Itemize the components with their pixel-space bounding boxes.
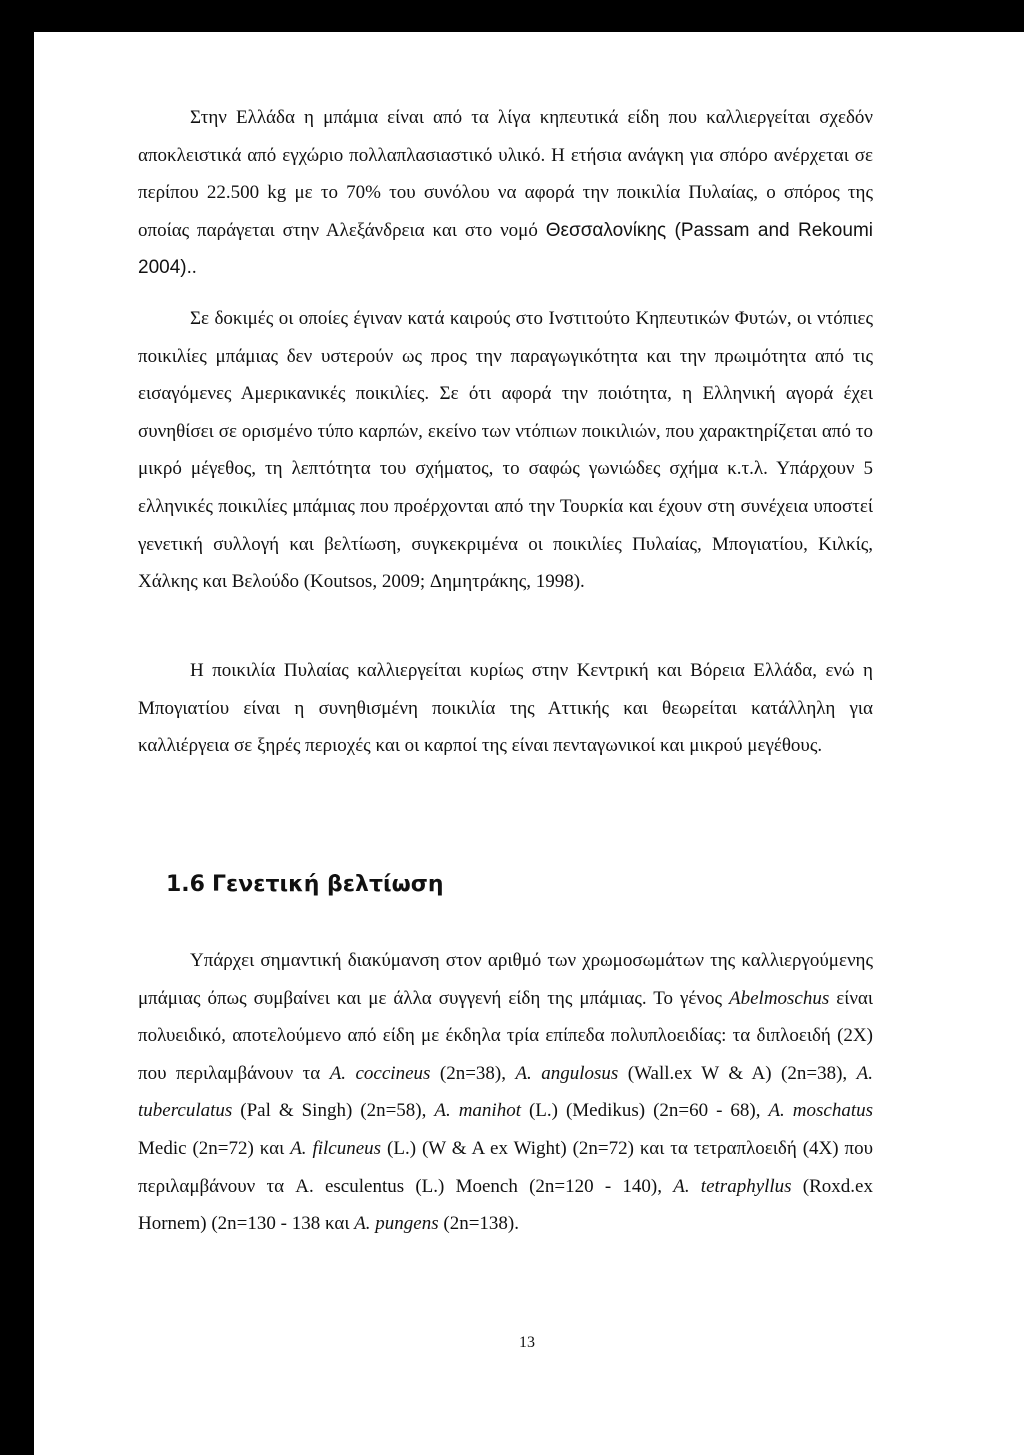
p4-text-9: (Roxd.ex Hornem) (2n=130 - 138 και xyxy=(138,1175,873,1235)
p4-text-5: (Pal & Singh) (2n=58), xyxy=(232,1100,435,1122)
paragraph-2: Σε δοκιμές οι οποίες έγιναν κατά καιρούς στο Ινστιτούτο Κηπευτικών Φυτών, οι ντόπιες ποικιλίες μπάμιας δεν υστερούν ως προς την παραγωγικότητα και την πρωιμότητα από τις εισαγόμενες Αμερικανικές ποικιλίες. Σε ότι αφορά την ποιότητα, η Ελληνική αγορά έχει συνηθίσει σε ορισμένο τύπο καρπών, εκείνο των ντόπιων ποικιλιών, που χαρακτηρίζεται από το μικρό μέγεθος, τη λεπτότητα του σχήματος, το σαφώς γωνιώδες σχήμα κ.τ.λ. Υπάρχουν 5 ελληνικές ποικιλίες μπάμιας που προέρχονται από την Τουρκία και έχουν στη συνέχεια υποστεί γενετική συλλογή και βελτίωση, συγκεκριμένα οι ποικιλίες Πυλαίας, Μπογιατίου, Κιλκίς, Χάλκης και Βελούδο (Koutsos, 2009; Δημητράκης, 1998). xyxy=(138,308,873,593)
margin-bar xyxy=(30,32,34,1455)
p4-species-tuberculatus: A. tuberculatus xyxy=(138,1062,873,1122)
paragraph-1-citation: Θεσσαλονίκης (Passam and Rekoumi 2004). xyxy=(138,219,873,279)
p4-text-2: είναι πολυειδικό, αποτελούμενο από είδη με έκδηλα τρία επίπεδα πολυπλοειδίας: τα διπλοειδή (2X) που περιλαμβάνουν τα xyxy=(138,987,873,1084)
paragraph-1-end: . xyxy=(191,257,197,279)
paragraph-3: Η ποικιλία Πυλαίας καλλιεργείται κυρίως στην Κεντρική και Βόρεια Ελλάδα, ενώ η Μπογιατίου είναι η συνηθισμένη ποικιλία της Αττικής και θεωρείται κατάλληλη για καλλιέργεια σε ξηρές περιοχές και οι καρποί της είναι πενταγωνικοί και μικρού μεγέθους. xyxy=(138,660,873,757)
p4-text-10: (2n=138). xyxy=(438,1213,519,1235)
p4-species-angulosus: A. angulosus xyxy=(515,1062,619,1084)
p4-text-8: (L.) (W & A ex Wight) (2n=72) και τα τετραπλοειδή (4X) που περιλαμβάνουν τα A. esculentus (L.) Moench (2n=120 - 140), xyxy=(138,1137,874,1197)
p4-species-manihot: A. manihot xyxy=(434,1100,521,1122)
paragraph-4 xyxy=(138,942,873,1243)
paragraph-1 xyxy=(138,99,873,287)
p4-species-tetraphyllus: A. tetraphyllus xyxy=(673,1175,792,1197)
p4-species-filcuneus: A. filcuneus xyxy=(290,1137,382,1159)
p4-text-7: Medic (2n=72) και xyxy=(138,1137,291,1159)
document-page xyxy=(30,32,1024,1455)
p4-species-pungens: A. pungens xyxy=(354,1213,439,1235)
paragraph-1-text: Στην Ελλάδα η μπάμια είναι από τα λίγα κηπευτικά είδη που καλλιεργείται σχεδόν αποκλειστικά από εγχώριο πολλαπλασιαστικό υλικό. Η ετήσια ανάγκη για σπόρο ανέρχεται σε περίπου 22.500 kg με το 70% του συνόλου να αφορά την ποικιλία Πυλαίας, ο σπόρος της οποίας παράγεται στην Αλεξάνδρεια και στο νομό xyxy=(138,107,873,241)
section-heading xyxy=(166,872,444,897)
p4-species-moschatus: A. moschatus xyxy=(768,1100,874,1122)
margin-bar-secondary xyxy=(28,32,30,287)
p4-species-coccineus: A. coccineus xyxy=(329,1062,431,1084)
p4-text-6: (L.) (Medikus) (2n=60 - 68), xyxy=(520,1100,769,1122)
section-number: 1.6 xyxy=(166,872,205,897)
section-title: Γενετική βελτίωση xyxy=(212,872,444,897)
page-number: 13 xyxy=(519,1334,535,1351)
p4-text-3: (2n=38), xyxy=(430,1062,516,1084)
p4-text-1: Υπάρχει σημαντική διακύμανση στον αριθμό των χρωμοσωμάτων της καλλιεργούμενης μπάμιας όπως συμβαίνει και με άλλα συγγενή είδη της μπάμιας. Το γένος xyxy=(138,950,873,1009)
p4-text-4: (Wall.ex W & A) (2n=38), xyxy=(618,1062,857,1084)
p4-species-genus: Abelmoschus xyxy=(729,987,830,1009)
